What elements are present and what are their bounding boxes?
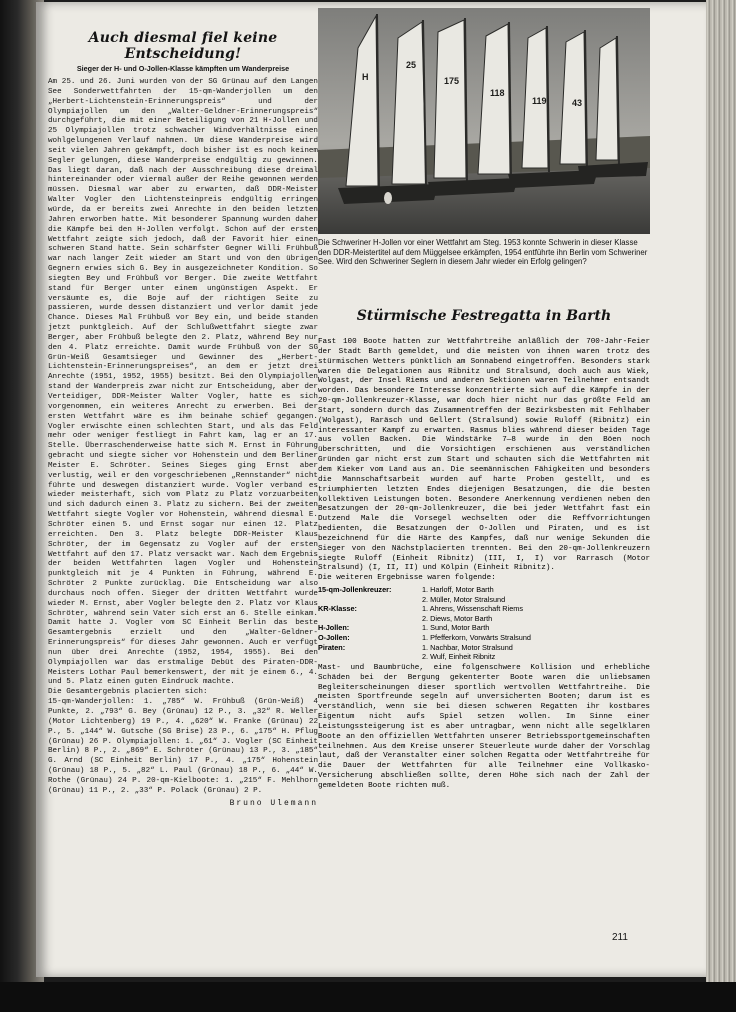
- results-class: KR-Klasse:: [318, 604, 357, 614]
- article-subhead: Sieger der H- und O-Jollen-Klasse kämpften um Wanderpreise: [76, 64, 290, 73]
- results-class: Piraten:: [318, 642, 346, 652]
- results-entry: 2. Diews, Motor Barth: [422, 613, 493, 623]
- article2-closing: Mast- und Baumbrüche, eine folgenschwere Kollision und erhebliche Schäden bei der Bergung gekenterter Boote waren die unliebsamen Begleiterscheinungen dieser sportlich wertvollen Wettfahrtreihe. Die meisten Sportfreunde segeln auf unversicherten Booten; darum ist es verständlich, wenn sie bei diesen schweren Regatten ihr kostbares Eigentum nicht aufs Spiel setzen wollen. Im Sinne einer Leistungssteigerung ist es aber untragbar, wenn nicht alle segelklaren Boote an den offiziellen Wettfahrten unserer Betriebssportgemeinschaften teilnehmen. Aus dem Kreise unserer Steuerleute wurde daher der Vorschlag laut, daß der Veranstalter einer solchen Regatta oder Wettfahrtreihe für die Dauer der Wettfahrten für alle Teilnehmer eine Vollkasko-Versicherung abschließen sollte, deren Höhe sich nach der Zahl der gemeldeten Boote richten muß.: [318, 663, 650, 790]
- sail-number-1: H: [362, 72, 369, 82]
- author-signature: Bruno Ulemann: [229, 798, 318, 808]
- results-class: O-Jollen:: [318, 633, 350, 643]
- results-entry: 2. Wulf, Einheit Ribnitz: [422, 652, 496, 662]
- results-table: [318, 585, 650, 662]
- results-list: 15-qm-Wanderjollen: 1. „785“ W. Frühbuß (Grün-Weiß) 4 Punkte, 2. „793“ G. Bey (Grünau) 12 P., 3. „32“ R. Weller (Motor Lichtenberg) 19 P., 4. „620“ W. Franke (Grünau) 22 P., 5. „144“ W. Gutsche (SG Brise) 23 P., 6. „175“ H. Pflug (Grünau) 26 P. Olympiajollen: 1. „61“ J. Vogler (SC Einheit Berlin) 8 P., 2. „869“ E. Schröter (Grünau) 13 P., 3. „185“ G. Arnd (SC Einheit Berlin) 17 P., 4. „175“ Hohenstein (Grünau) 18 P., 5. „82“ L. Paul (Grünau) 18 P., 6. „44“ W. Rothe (Grünau) 24 P. 20-qm-Kielboote: 1. „215“ F. Mehlhorn (Grünau) 11 P., 2. „33“ P. Polack (Grünau) 2 P.: [48, 698, 318, 795]
- results-entry: 1. Nachbar, Motor Stralsund: [422, 642, 513, 652]
- page-number: 211: [612, 932, 628, 943]
- article2-body: Fast 100 Boote hatten zur Wettfahrtreihe anläßlich der 700-Jahr-Feier der Stadt Barth gemeldet, und die meisten von ihnen waren trotz des stürmischen Wetters pünktlich am Sonnabend eingetroffen. Besonders stark waren die Delegationen aus Ribnitz und Stralsund, doch auch aus Wiek, Wolgast, der Insel Riems und anderen Sektionen waren Teilnehmer entsandt worden. Das besondere Interesse konzentrierte sich auf die Kämpfe in der 20-qm-Jollenkreuzer-Klasse, war doch hier nicht nur das größte Feld am Start, sondern durch das Zusammentreffen der Bezirksbesten mit Fehlhaber (Wolgast), Raräsch und Gellert (Stralsund) sowie Ruloff (Ribnitz) ein interessanter Kampf zu erwarten. Rasmus blies während dieser beiden Tage aus vollen Backen. Die Windstärke 7—8 wurde in den Böen noch überschritten, und die Vorsichtigen erschienen aus verständlichen Gründen gar nicht erst zum Start und schauten sich die Wettfahrten mit dem Kieker vom Land aus an. Die seemännischen Fähigkeiten und besonders die Mannschaftsarbeit wurden auf harte Proben gestellt, und es triumphierten letzten Endes diejenigen Besatzungen, die die besten kollektiven Leistungen boten. Besondere Anerkennung verdienen neben den Besatzungen der 20-qm-Jollenkreuzer, die bei jeder Wettfahrt fast ein Dutzend Male die Vorsegel wechselten oder die Reffvorrichtungen bedienten, die Besatzungen der O-Jollen und Piraten, und es ist bezeichnend für die Härte des Kampfes, daß nur wenige Sekunden die Sieger von den Nächstplacierten trennten. Bei den 20-qm-Jollenkreuzern siegte Ruloff (Einheit Ribnitz) (III, I, I) vor Rarrasch (Motor Stralsund) (I, II, II) und Kölpin (Einheit Ribnitz).: [318, 338, 650, 573]
- article-barth: [318, 338, 650, 792]
- article-wanderpreise: [48, 30, 318, 808]
- scan-bottom-border: [0, 982, 736, 1012]
- page-stack-edge: [706, 0, 736, 985]
- results-entry: 1. Sund, Motor Barth: [422, 623, 490, 633]
- sail-number-5: 119: [532, 96, 547, 106]
- results-entry: 1. Pfefferkorn, Vorwärts Stralsund: [422, 633, 531, 643]
- results-class: 15-qm-Jollenkreuzer:: [318, 585, 392, 595]
- sail-number-6: 43: [572, 98, 583, 108]
- results-intro: Die Gesamtergebnis placierten sich:: [48, 688, 208, 697]
- sail-number-2: 25: [406, 60, 417, 70]
- article-headline: Auch diesmal fiel keine Entscheidung!: [88, 30, 278, 62]
- article2-results-intro: Die weiteren Ergebnisse waren folgende:: [318, 574, 496, 583]
- regatta-photo: [318, 8, 650, 234]
- sail-number-3: 175: [444, 76, 460, 86]
- sailboats-image: [318, 8, 650, 234]
- magazine-page: [36, 2, 706, 977]
- results-entry: 1. Harloff, Motor Barth: [422, 585, 494, 595]
- sail-number-4: 118: [490, 88, 505, 98]
- results-class: H-Jollen:: [318, 623, 350, 633]
- article-body: Am 25. und 26. Juni wurden von der SG Grünau auf dem Langen See Sonderwettfahrten der 15-qm-Wanderjollen um den „Herbert-Lichtenstein-Erinnerungspreis“ und der Olympiajollen um den „Walter-Geldner-Erinnerungspreis“ durchgeführt, die mit einer Beteiligung von 21 H-Jollen und 25 Olympiajollen trotz schwacher Windverhältnisse einen wohlgelungenen Verlauf nahmen. Um diese Wanderpreise wird seit vielen Jahren gekämpft, doch bisher ist es noch keinem Segler gelungen, diese Wanderpreise endgültig zu gewinnen. Das liegt daran, daß nach der Ausschreibung diese dreimal hintereinander oder viermal außer der Reihe gewonnen werden müssen. Diesmal war aber zu erwarten, daß DDR-Meister Walter Vogler den Lichtensteinpreis endgültig erringen würde, da er bereits zwei Anrechte in den beiden letzten Jahren erworben hatte. Mit besonderer Spannung wurden daher die Kämpfe bei den H-Jollen verfolgt. Schon auf der ersten Wettfahrt zeigte sich jedoch, daß der Favorit hier einen schweren Stand hatte. Sein schärfster Gegner Willi Frühbuß war nach langer Zeit wieder am Start und von den übrigen Gegnern erwies sich G. Bey in ausgezeichneter Kondition. So siegten Bey und Frühbuß vor Berger. Die zweite Wettfahrt stand für Berger unter einem ungünstigen Aspekt. Er versäumte es, die Boje auf der richtigen Seite zu passieren, wurde dessen distanziert und verlor damit jede Chance. Dieses Mal Frühbuß vor Bey ein, und beide standen jetzt punktgleich. Auf der Schlußwettfahrt siegte zwar Berger, aber Frühbuß belegte den 2. Platz, während Bey nur den 4. Platz erreichte. Damit wurde Frühbuß von der SG Grün-Weiß Gesamtsieger und Gewinner des „Herbert-Lichtenstein-Erinnerungspreises“, an dem er jetzt drei Anrechte (1951, 1952, 1955) besitzt. Bei den Olympiajollen stand der Wanderpreis zwar nicht zur Entscheidung, aber der Verteidiger, DDR-Meister Walter Vogler, hatte es sich vorgenommen, ein weiteres Anrecht zu erwerben. Bei der ersten Wettfahrt wäre es ihm beinahe schief gegangen. Vogler erwischte einen schlechten Start, und als das Feld mehr oder weniger festliegt in Fahrt kam, lag er an 17. Stelle. Überraschenderweise hatte sich M. Ernst in Führung gebracht und siegte sicher vor Hohenstein und dem Berliner Meister E. Schröter. Seines Sieges ging Ernst aber verlustig, weil er den vorgeschriebenen „Rennstander“ nicht führte und deswegen distanziert wurde. Vogler verband es wieder meisterhaft, sich vom Platz zu Platz vorzuarbeiten und sich dadurch einen 3. Platz zu sichern. Bei der zweiten Wettfahrt siegte Vogler vor Hohenstein, während diesmal E. Schröter einen 5. und Ernst sogar nur einen 12. Platz erreichten. Den 3. Platz belegte DDR-Meister Klaus Schröter, der im Gegensatz zu Vogler auf der ersten Wettfahrt auf den 17. Platz versackt war. Nach dem Ergebnis der beiden Wettfahrten lagen Vogler und Hohenstein punktgleich mit je 4 Punkten in Führung, während E. Schröter 2 Punkte zurücklag. Die Entscheidung war also durchaus noch offen. Sieger der dritten Wettfahrt wurde wieder M. Ernst, aber Vogler belegte den 2. Platz vor Klaus Schröter, während sein Vater sich erst an 6. Stelle einkam. Damit hatte J. Vogler vom SC Einheit Berlin das beste Gesamtergebnis erzielt und den „Walter-Geldner-Erinnerungspreis“ für dieses Jahr gewonnen. Auch er verfügt nun über drei Anrechte (1952, 1954, 1955). Bei den Olympiajollen war das erstmalige Debüt des Piraten-DDR-Meisters Lothar Paul bemerkenswert, der mit je einem 6., 4. und 5. Platz einen guten Eindruck machte.: [48, 78, 318, 687]
- article2-headline: Stürmische Festregatta in Barth: [356, 308, 612, 324]
- results-entry: 2. Müller, Motor Stralsund: [422, 594, 506, 604]
- results-entry: 1. Ahrens, Wissenschaft Riems: [422, 604, 523, 614]
- photo-caption: Die Schweriner H-Jollen vor einer Wettfahrt am Steg. 1953 konnte Schwerin in dieser Klasse den DDR-Meistertitel auf dem Müggelsee erkämpfen, 1954 entführte ihn Berlin vom Schweriner See. Wird den Schweriner Seglern in diesem Jahr wieder ein Erfolg gelingen?: [318, 238, 648, 267]
